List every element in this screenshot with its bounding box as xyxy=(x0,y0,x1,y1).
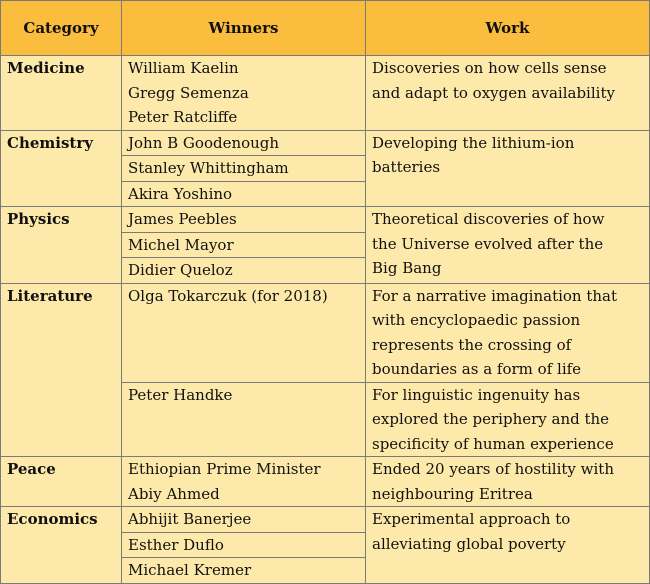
table-row xyxy=(1,457,650,507)
header-row xyxy=(1,1,650,56)
winner-cell: Didier Queloz xyxy=(122,258,366,284)
winner-cell: Michel Mayor xyxy=(122,232,366,258)
work-cell xyxy=(366,457,650,507)
table-row xyxy=(1,56,650,131)
work-cell xyxy=(366,382,650,457)
table-row xyxy=(1,130,650,156)
winner-cell: John B Goodenough xyxy=(122,130,366,156)
work-text: Developing the lithium-ion batteries xyxy=(372,133,575,176)
work-cell xyxy=(366,130,650,207)
winners-cell xyxy=(122,56,366,131)
table-row xyxy=(1,283,650,382)
winner-cell: Stanley Whittingham xyxy=(122,156,366,182)
header-winners: Winners xyxy=(122,1,366,56)
work-cell xyxy=(366,507,650,584)
category-cell: Chemistry xyxy=(1,130,122,207)
work-text: Ended 20 years of hostility with neighbouring Eritrea xyxy=(372,460,614,503)
winner-cell: Abhijit Banerjee xyxy=(122,507,366,533)
winner-cell: Akira Yoshino xyxy=(122,181,366,207)
work-text: Experimental approach to alleviating global poverty xyxy=(372,510,571,553)
header-work: Work xyxy=(366,1,650,56)
category-cell: Physics xyxy=(1,207,122,284)
table-row xyxy=(1,507,650,533)
work-cell xyxy=(366,283,650,382)
work-text: For a narrative imagination that with encyclopaedic passion represents the crossing of boundaries as a form of life xyxy=(372,286,618,378)
winner-cell: Peter Handke xyxy=(122,382,366,457)
work-text: Discoveries on how cells sense and adapt to oxygen availability xyxy=(372,59,615,102)
winners-cell xyxy=(122,457,366,507)
winner-cell: James Peebles xyxy=(122,207,366,233)
winners-text: William Kaelin Gregg Semenza Peter Ratcliffe xyxy=(128,59,249,126)
winner-cell: Michael Kremer xyxy=(122,558,366,584)
category-cell: Literature xyxy=(1,283,122,457)
header-category: Category xyxy=(1,1,122,56)
table-row xyxy=(1,207,650,233)
category-cell: Medicine xyxy=(1,56,122,131)
category-cell: Peace xyxy=(1,457,122,507)
winner-cell: Olga Tokarczuk (for 2018) xyxy=(122,283,366,382)
category-cell: Economics xyxy=(1,507,122,584)
work-cell xyxy=(366,207,650,284)
winner-cell: Esther Duflo xyxy=(122,532,366,558)
work-text: For linguistic ingenuity has explored the periphery and the specificity of human experience xyxy=(372,385,614,453)
work-text: Theoretical discoveries of how the Universe evolved after the Big Bang xyxy=(372,210,605,277)
winners-text: Ethiopian Prime Minister Abiy Ahmed xyxy=(128,460,321,503)
work-cell xyxy=(366,56,650,131)
